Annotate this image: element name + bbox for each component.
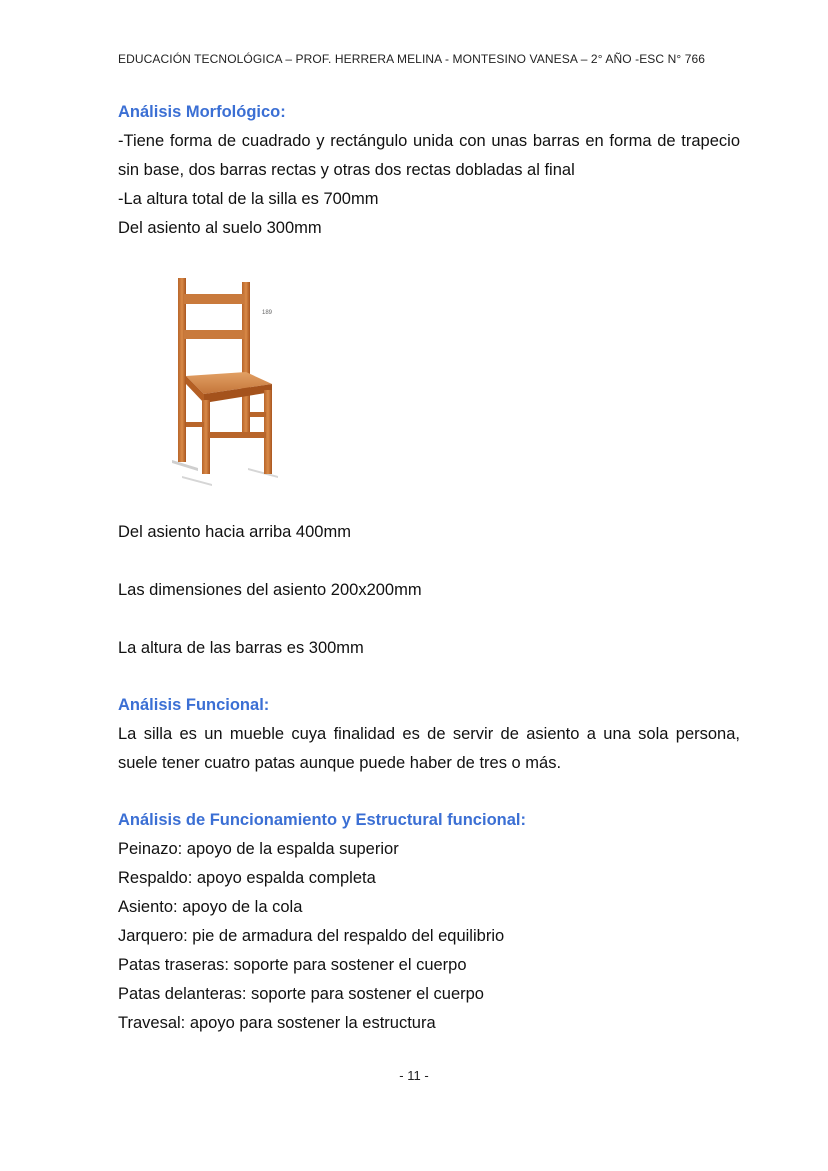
structural-item-jarquero: Jarquero: pie de armadura del respaldo del equilibrio [118, 927, 505, 945]
chair-back-leg-right [242, 282, 250, 432]
page-number: - 11 - [399, 1068, 429, 1083]
chair-shadow [182, 476, 212, 486]
structural-item-patas-delanteras: Patas delanteras: soporte para sostener el cuerpo [118, 985, 484, 1003]
dimension-line-2-block [118, 576, 740, 605]
dimension-line-2: Las dimensiones del asiento 200x200mm [118, 581, 422, 599]
morphological-title: Análisis Morfológico: [118, 103, 286, 121]
structural-item-travesal: Travesal: apoyo para sostener la estructura [118, 1014, 436, 1032]
structural-item-asiento: Asiento: apoyo de la cola [118, 898, 303, 916]
functional-text: La silla es un mueble cuya finalidad es de servir de asiento a una sola persona, suele tener cuatro patas aunque puede haber de tres o más. [118, 725, 740, 772]
structural-title: Análisis de Funcionamiento y Estructural funcional: [118, 811, 526, 829]
morphological-line-3: Del asiento al suelo 300mm [118, 219, 322, 237]
morphological-line-1: -Tiene forma de cuadrado y rectángulo unida con unas barras en forma de trapecio sin base, dos barras rectas y otras dos rectas dobladas al final [118, 132, 740, 179]
structural-item-respaldo: Respaldo: apoyo espalda completa [118, 869, 376, 887]
chair-image-tag: 189 [262, 310, 273, 316]
dimension-line-1: Del asiento hacia arriba 400mm [118, 523, 351, 541]
morphological-section [118, 98, 740, 243]
chair-stretcher-front [208, 432, 266, 438]
chair-back-leg-left [178, 278, 186, 462]
chair-shadow [248, 468, 278, 478]
chair-stretcher-side [250, 412, 266, 417]
chair-back-slat-middle [184, 330, 244, 339]
structural-item-patas-traseras: Patas traseras: soporte para sostener el cuerpo [118, 956, 467, 974]
functional-section [118, 691, 740, 778]
page-header: EDUCACIÓN TECNOLÓGICA – PROF. HERRERA MELINA - MONTESINO VANESA – 2° AÑO -ESC N° 766 [118, 52, 706, 66]
dimension-line-1-block [118, 518, 740, 547]
dimension-line-3: La altura de las barras es 300mm [118, 639, 364, 657]
morphological-line-2: -La altura total de la silla es 700mm [118, 190, 379, 208]
structural-item-peinazo: Peinazo: apoyo de la espalda superior [118, 840, 399, 858]
chair-stretcher-side [186, 422, 204, 427]
structural-section [118, 806, 740, 1038]
functional-title: Análisis Funcional: [118, 696, 270, 714]
chair-image [168, 272, 280, 486]
chair-back-slat-top [184, 294, 244, 304]
dimension-line-3-block [118, 634, 740, 663]
